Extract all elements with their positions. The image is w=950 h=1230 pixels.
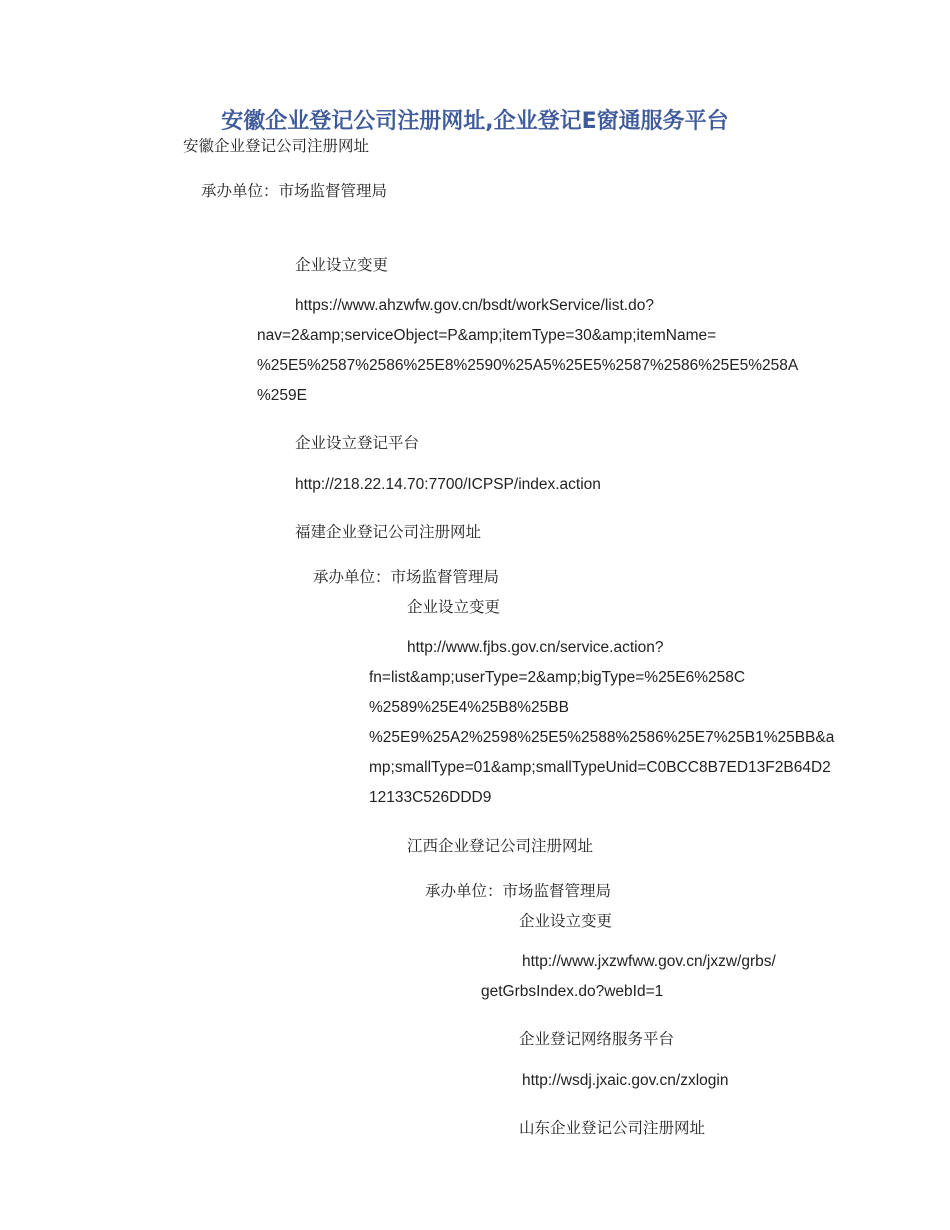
url-line: http://www.jxzwfww.gov.cn/jxzw/grbs/: [522, 953, 776, 970]
anhui-item1-url[interactable]: [257, 291, 798, 411]
anhui-item2-url[interactable]: http://218.22.14.70:7700/ICPSP/index.action: [295, 476, 601, 493]
url-line: nav=2&amp;serviceObject=P&amp;itemType=30&amp;itemName=: [257, 327, 717, 344]
url-line: %259E: [257, 387, 307, 404]
url-line: %25E9%25A2%2598%25E5%2588%2586%25E7%25B1%25BB&a: [369, 729, 835, 746]
anhui-org: 承办单位：市场监督管理局: [201, 182, 388, 200]
url-line: mp;smallType=01&amp;smallTypeUnid=C0BCC8B7ED13F2B64D2: [369, 759, 831, 776]
url-line: http://www.fjbs.gov.cn/service.action?: [407, 639, 664, 656]
url-line: %25E5%2587%2586%25E8%2590%25A5%25E5%2587%2586%25E5%258A: [257, 357, 799, 374]
fujian-org: 承办单位：市场监督管理局: [313, 568, 500, 586]
url-line: https://www.ahzwfw.gov.cn/bsdt/workService/list.do?: [295, 297, 654, 314]
jiangxi-heading: 江西企业登记公司注册网址: [407, 837, 594, 855]
url-line: getGrbsIndex.do?webId=1: [481, 983, 664, 1000]
jiangxi-org: 承办单位：市场监督管理局: [425, 882, 612, 900]
anhui-heading: 安徽企业登记公司注册网址: [183, 137, 370, 155]
page-title: 安徽企业登记公司注册网址,企业登记E窗通服务平台: [221, 109, 729, 134]
fujian-item1-label: 企业设立变更: [407, 598, 501, 616]
fujian-item1-url[interactable]: [369, 633, 834, 813]
url-line: %2589%25E4%25B8%25BB: [369, 699, 569, 716]
jiangxi-item1-url[interactable]: [481, 947, 776, 1007]
anhui-item2-label: 企业设立登记平台: [295, 434, 420, 452]
jiangxi-item1-label: 企业设立变更: [519, 912, 613, 930]
url-line: fn=list&amp;userType=2&amp;bigType=%25E6%258C: [369, 669, 746, 686]
jiangxi-item2-label: 企业登记网络服务平台: [519, 1030, 675, 1048]
url-line: 12133C526DDD9: [369, 789, 492, 806]
shandong-heading: 山东企业登记公司注册网址: [519, 1119, 706, 1137]
fujian-heading: 福建企业登记公司注册网址: [295, 523, 482, 541]
jiangxi-item2-url[interactable]: http://wsdj.jxaic.gov.cn/zxlogin: [522, 1072, 729, 1089]
anhui-item1-label: 企业设立变更: [295, 256, 389, 274]
